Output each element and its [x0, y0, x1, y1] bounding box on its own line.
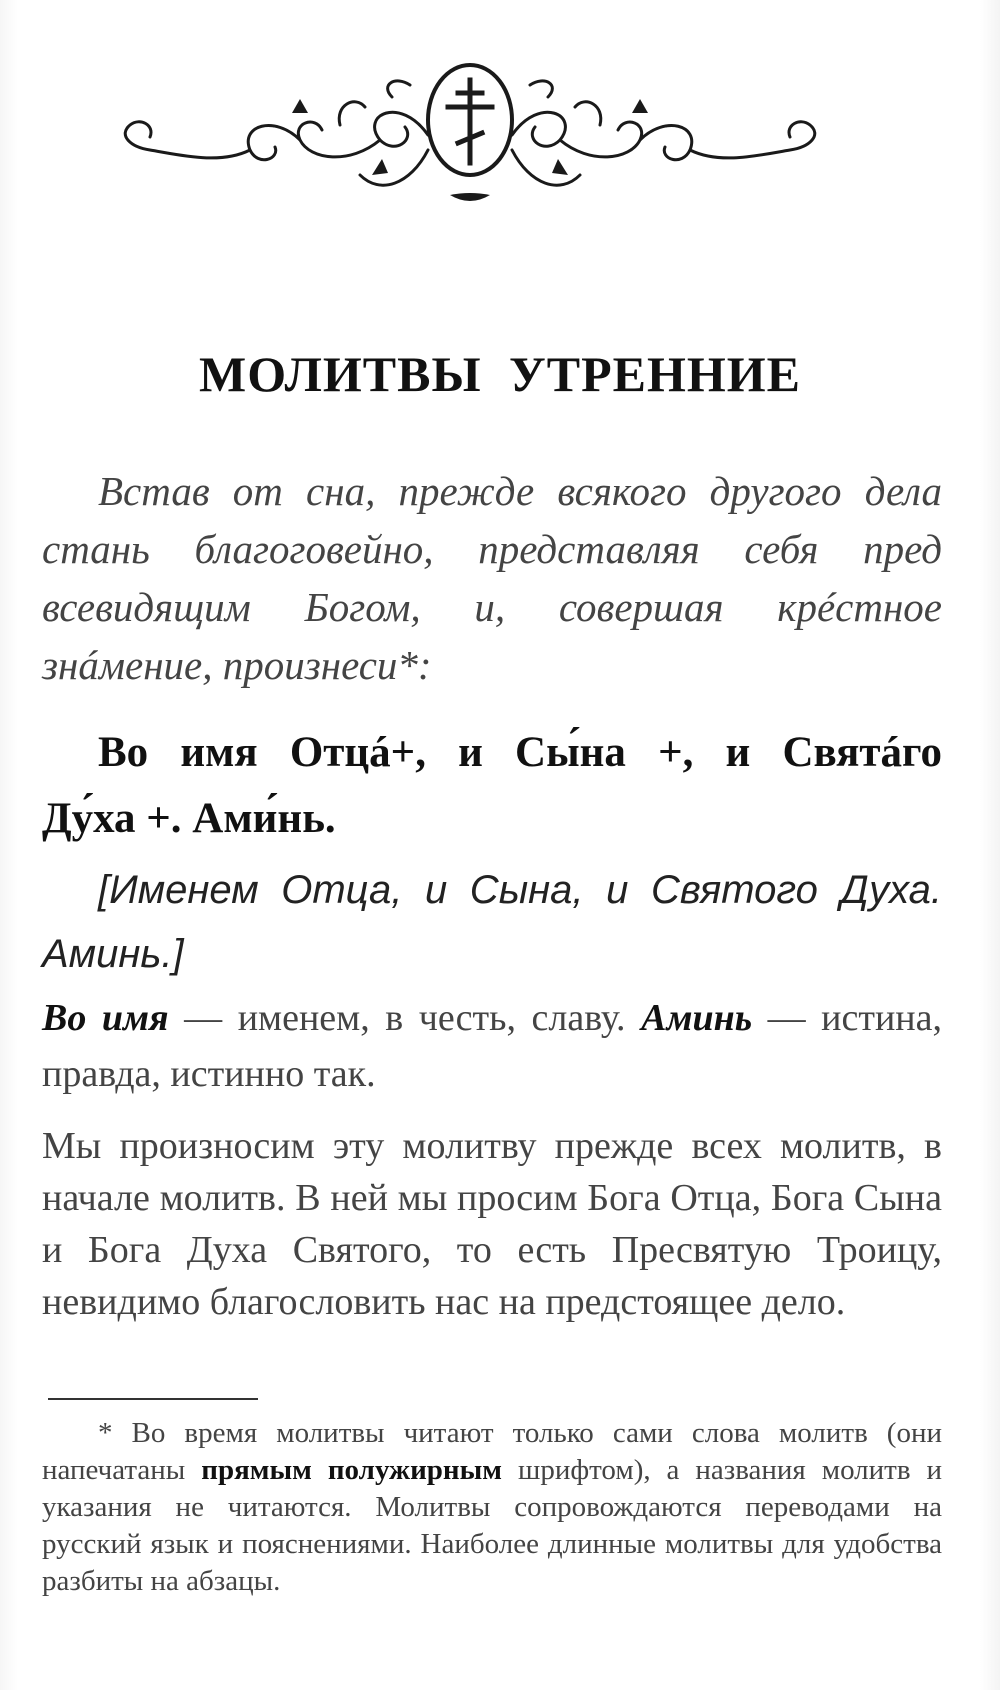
footnote-text: шрифтом), а названия молитв и указания не читаются. Молитвы сопровождаются переводами на русский язык и пояснениями. Наиболее длинные молитвы для удобства разбиты на абзацы.	[42, 1454, 942, 1597]
intro-instruction: Встав от сна, прежде всякого другого дела стань благоговейно, представляя себя пред всевидящим Богом, и, совершая крéстное знáмение, произнеси*:	[42, 468, 942, 688]
prayer-part: , и Сы́на	[415, 729, 626, 776]
cross-mark: +	[146, 795, 171, 842]
prayer-part: Во имя Отцá	[98, 729, 391, 776]
explanation-paragraph: Мы произносим эту молитву прежде всех молитв, в начале молитв. В ней мы просим Бога Отца, Бога Сына и Бога Духа Святого, то есть Пресвятую Троицу, невидимо благословить нас на предстоящее дело.	[42, 1125, 942, 1323]
footnote-text: * Во время молитвы читают только сами слова молитв (они напечатаны	[42, 1417, 942, 1486]
footnote	[42, 1415, 942, 1600]
glossary	[42, 990, 942, 1102]
glossary-term: Аминь	[641, 997, 753, 1039]
page-title: МОЛИТВЫ УТРЕННИЕ	[199, 346, 801, 402]
glossary-term: Во имя	[42, 997, 169, 1039]
prayer-translation: [Именем Отца, и Сына, и Святого Духа. Аминь.]	[42, 868, 942, 976]
glossary-definition: — именем, в честь, славу.	[168, 997, 642, 1039]
cross-ornament-icon	[110, 55, 830, 215]
prayer-text	[42, 720, 942, 852]
cross-mark: +	[390, 729, 416, 776]
prayer-part: . Ами́нь.	[170, 795, 336, 842]
prayer-part: , и Святáго Ду́ха	[42, 729, 942, 842]
footnote-divider	[48, 1398, 258, 1400]
footnote-bold-text: прямым полужирным	[201, 1454, 503, 1486]
glossary-definition: — истина, правда, истинно так.	[42, 997, 943, 1095]
cross-mark: +	[658, 729, 683, 776]
